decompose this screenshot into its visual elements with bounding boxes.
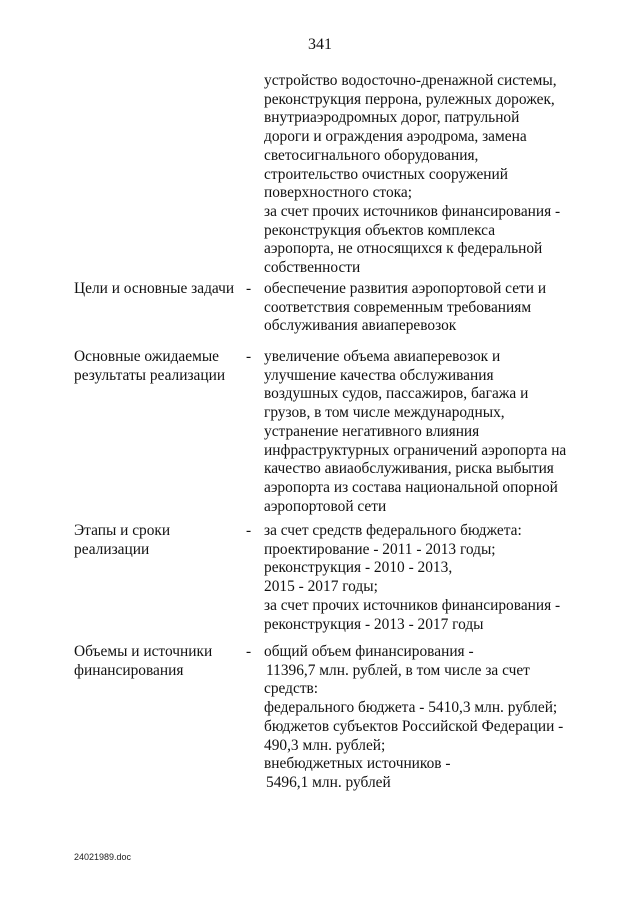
text-line: федерального бюджета - 5410,3 млн. рублей; [264, 699, 558, 717]
row-results-dash: - [246, 348, 252, 365]
text-line: за счет прочих источников финансирования - [264, 202, 561, 220]
document-filename-footer: 24021989.doc [74, 852, 132, 862]
label-line: реализации [74, 540, 150, 558]
row-funding-label [74, 643, 252, 680]
row-goals-label [74, 280, 252, 299]
label-line: Цели и основные задачи [74, 280, 235, 297]
text-line: проектирование - 2011 - 2013 годы; [264, 540, 496, 558]
row-goals-content [264, 280, 604, 336]
text-line: аэропортовой сети [264, 497, 387, 515]
row-funding-content [264, 643, 604, 793]
text-line: качество авиаобслуживания, риска выбытия [264, 460, 554, 478]
label-line: финансирования [74, 661, 184, 679]
text-line: внебюджетных источников - [264, 755, 451, 773]
text-line: обеспечение развития аэропортовой сети и [264, 280, 547, 297]
text-line: внутриаэродромных дорог, патрульной [264, 109, 520, 127]
text-line: бюджетов субъектов Российской Федерации - [264, 717, 564, 735]
text-line: инфраструктурных ограничений аэропорта на [264, 441, 567, 459]
row-results-content [264, 348, 604, 516]
continuation-text [264, 72, 604, 278]
row-stages-dash: - [246, 522, 252, 539]
label-line: результаты реализации [74, 366, 226, 384]
text-line: реконструкция перрона, рулежных дорожек, [264, 90, 555, 108]
text-line: устройство водосточно-дренажной системы, [264, 72, 557, 89]
text-line: средств: [264, 680, 319, 698]
label-line: Объемы и источники [74, 643, 213, 660]
text-line: соответствия современным требованиям [264, 298, 532, 316]
text-line: за счет средств федерального бюджета: [264, 522, 522, 539]
label-line: Этапы и сроки [74, 522, 171, 539]
label-line: Основные ожидаемые [74, 348, 219, 365]
text-line: реконструкция - 2013 - 2017 годы [264, 615, 484, 633]
text-line: дороги и ограждения аэродрома, замена [264, 128, 527, 146]
text-line: 490,3 млн. рублей; [264, 736, 386, 754]
text-line: увеличение объема авиаперевозок и [264, 348, 501, 365]
text-line: строительство очистных сооружений [264, 165, 509, 183]
text-line: грузов, в том числе международных, [264, 404, 505, 422]
page-number: 341 [308, 36, 332, 53]
text-line: реконструкция объектов комплекса [264, 221, 496, 239]
text-line: поверхностного стока; [264, 184, 413, 202]
text-line: общий объем финансирования - [264, 643, 474, 660]
text-line: собственности [264, 259, 361, 277]
text-line: реконструкция - 2010 - 2013, [264, 559, 453, 577]
text-line: аэропорта из состава национальной опорной [264, 478, 558, 496]
row-stages-label [74, 522, 252, 559]
text-line: воздушных судов, пассажиров, багажа и [264, 385, 529, 403]
text-line: улучшение качества обслуживания [264, 366, 494, 384]
text-line: обслуживания авиаперевозок [264, 317, 457, 335]
row-stages-content [264, 522, 604, 634]
row-funding-dash: - [246, 643, 252, 660]
row-results-label [74, 348, 252, 385]
text-line: светосигнального оборудования, [264, 146, 479, 164]
text-line: устранение негативного влияния [264, 422, 480, 440]
row-goals-dash: - [246, 280, 252, 297]
text-line: 11396,7 млн. рублей, в том числе за счет [266, 661, 530, 679]
text-line: 5496,1 млн. рублей [266, 773, 391, 791]
text-line: за счет прочих источников финансирования - [264, 596, 561, 614]
text-line: 2015 - 2017 годы; [264, 578, 378, 596]
text-line: аэропорта, не относящихся к федеральной [264, 240, 543, 258]
